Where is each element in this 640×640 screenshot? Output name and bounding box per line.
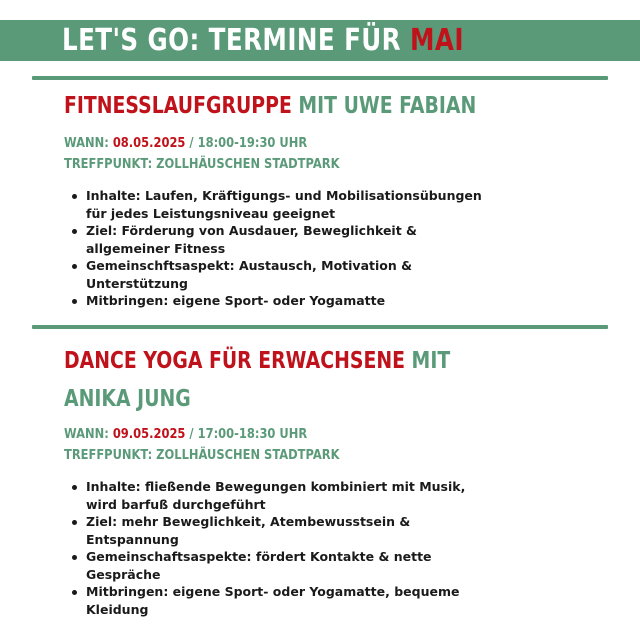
bullet-icon	[72, 555, 77, 560]
page-title-month: MAI	[410, 23, 464, 58]
bullet-icon	[72, 299, 77, 304]
bullet-icon	[72, 590, 77, 595]
event-title-green: MIT	[404, 348, 451, 374]
event-details-list	[64, 187, 504, 310]
bullet-icon	[72, 520, 77, 525]
event-time: / 18:00-19:30 UHR	[185, 135, 308, 151]
event-title-line2: ANIKA JUNG	[64, 386, 191, 412]
list-item	[64, 187, 504, 222]
event-title-fitness	[64, 91, 476, 121]
bullet-line: Kleidung	[86, 601, 149, 617]
list-item	[64, 548, 504, 583]
list-item	[64, 222, 504, 257]
bullet-line: für jedes Leistungsniveau geeignet	[86, 205, 336, 221]
bullet-line: allgemeiner Fitness	[86, 240, 226, 256]
bullet-line: Ziel: Förderung von Ausdauer, Beweglichkeit &	[86, 223, 417, 238]
bullet-line: Inhalte: fließende Bewegungen kombiniert mit Musik,	[86, 479, 466, 494]
event-time: / 17:00-18:30 UHR	[185, 426, 308, 442]
bullet-line: Gemeinschaftsaspekte: fördert Kontakte & nette	[86, 549, 432, 564]
bullet-line: Entspannung	[86, 531, 179, 547]
when-label: WANN:	[64, 135, 113, 151]
bullet-icon	[72, 264, 77, 269]
event-meeting-point: TREFFPUNKT: ZOLLHÄUSCHEN STADTPARK	[64, 156, 340, 172]
list-item	[64, 583, 504, 618]
page-title-prefix: LET'S GO: TERMINE FÜR	[62, 23, 411, 58]
bullet-line: Unterstützung	[86, 275, 188, 291]
bullet-icon	[72, 194, 77, 199]
bullet-line: wird barfuß durchgeführt	[86, 496, 266, 512]
event-title-red: DANCE YOGA FÜR ERWACHSENE	[64, 348, 405, 374]
event-date: 09.05.2025	[112, 426, 186, 442]
bullet-line: Mitbringen: eigene Sport- oder Yogamatte, bequeme	[86, 584, 460, 599]
bullet-line: Inhalte: Laufen, Kräftigungs- und Mobilisationsübungen	[86, 188, 482, 203]
section-divider	[32, 325, 608, 329]
event-title-dance-yoga	[64, 346, 450, 376]
bullet-line: Ziel: mehr Beweglichkeit, Atembewusstsein &	[86, 514, 411, 529]
bullet-line: Mitbringen: eigene Sport- oder Yogamatte	[86, 293, 386, 308]
list-item	[64, 292, 504, 310]
event-title-green: MIT UWE FABIAN	[291, 93, 477, 119]
event-meeting-point: TREFFPUNKT: ZOLLHÄUSCHEN STADTPARK	[64, 447, 340, 463]
bullet-icon	[72, 485, 77, 490]
event-date: 08.05.2025	[112, 135, 186, 151]
list-item	[64, 478, 504, 513]
event-when	[64, 134, 307, 152]
list-item	[64, 257, 504, 292]
bullet-icon	[72, 229, 77, 234]
bullet-line: Gemeinschftsaspekt: Austausch, Motivation &	[86, 258, 413, 273]
when-label: WANN:	[64, 426, 113, 442]
event-title-red: FITNESSLAUFGRUPPE	[64, 93, 292, 119]
event-when	[64, 425, 307, 443]
bullet-line: Gespräche	[86, 566, 161, 582]
section-divider	[32, 76, 608, 80]
event-details-list	[64, 478, 504, 618]
page-title	[62, 21, 464, 61]
list-item	[64, 513, 504, 548]
